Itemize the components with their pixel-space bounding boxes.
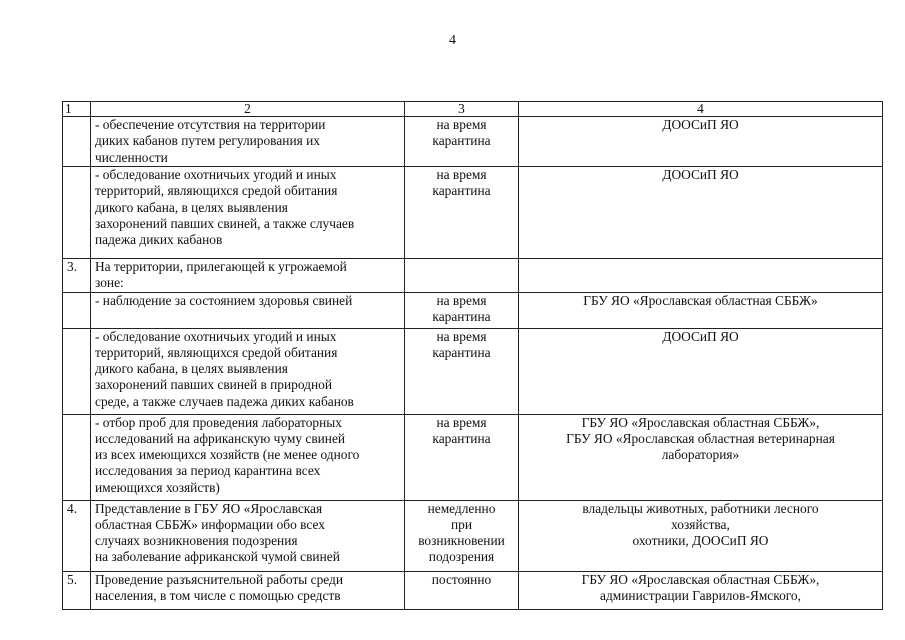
row-action: - обеспечение отсутствия на территории диких кабанов путем регулирования их численности	[91, 117, 405, 167]
row-number	[63, 328, 91, 414]
table-row	[63, 259, 883, 293]
row-term: на время карантина	[405, 292, 519, 328]
row-action: - обследование охотничьих угодий и иных территорий, являющихся средой обитания дикого кабана, в целях выявления захоронений павших свиней в природной среде, а также случаев падежа диких кабанов	[91, 328, 405, 414]
row-number	[63, 414, 91, 500]
row-term: на время карантина	[405, 414, 519, 500]
table-row	[63, 414, 883, 500]
table-row	[63, 117, 883, 167]
row-action: Представление в ГБУ ЯО «Ярославская областная СББЖ» информации обо всех случаях возникновения подозрения на заболевание африканской чумой свиней	[91, 500, 405, 571]
row-action: - обследование охотничьих угодий и иных территорий, являющихся средой обитания дикого кабана, в целях выявления захоронений павших свиней, а также случаев падежа диких кабанов	[91, 167, 405, 259]
row-term: на время карантина	[405, 167, 519, 259]
row-responsible: ДООСиП ЯО	[519, 328, 883, 414]
table-row	[63, 167, 883, 259]
row-responsible: ГБУ ЯО «Ярославская областная СББЖ», администрации Гаврилов-Ямского,	[519, 571, 883, 609]
row-number: 4.	[63, 500, 91, 571]
row-number	[63, 117, 91, 167]
row-term: на время карантина	[405, 117, 519, 167]
table-row	[63, 571, 883, 609]
table-row	[63, 292, 883, 328]
row-action: - отбор проб для проведения лабораторных исследований на африканскую чуму свиней из всех имеющихся хозяйств (не менее одного исследования за период карантина всех имеющихся хозяйств)	[91, 414, 405, 500]
row-responsible: ГБУ ЯО «Ярославская областная СББЖ»	[519, 292, 883, 328]
row-number: 5.	[63, 571, 91, 609]
header-col-2: 2	[91, 102, 405, 117]
table-row	[63, 500, 883, 571]
row-responsible: ДООСиП ЯО	[519, 167, 883, 259]
row-action: - наблюдение за состоянием здоровья свиней	[91, 292, 405, 328]
row-number	[63, 292, 91, 328]
row-action: На территории, прилегающей к угрожаемой зоне:	[91, 259, 405, 293]
row-action: Проведение разъяснительной работы среди населения, в том числе с помощью средств	[91, 571, 405, 609]
table-header-row	[63, 102, 883, 117]
row-term	[405, 259, 519, 293]
row-responsible	[519, 259, 883, 293]
measures-table	[62, 101, 883, 610]
row-term: немедленно при возникновении подозрения	[405, 500, 519, 571]
row-number: 3.	[63, 259, 91, 293]
table-row	[63, 328, 883, 414]
row-term: на время карантина	[405, 328, 519, 414]
row-number	[63, 167, 91, 259]
row-term: постоянно	[405, 571, 519, 609]
page-number: 4	[449, 33, 456, 48]
row-responsible: владельцы животных, работники лесного хозяйства, охотники, ДООСиП ЯО	[519, 500, 883, 571]
row-responsible: ГБУ ЯО «Ярославская областная СББЖ», ГБУ ЯО «Ярославская областная ветеринарная лаборатория»	[519, 414, 883, 500]
header-col-3: 3	[405, 102, 519, 117]
row-responsible: ДООСиП ЯО	[519, 117, 883, 167]
header-col-1: 1	[63, 102, 91, 117]
header-col-4: 4	[519, 102, 883, 117]
